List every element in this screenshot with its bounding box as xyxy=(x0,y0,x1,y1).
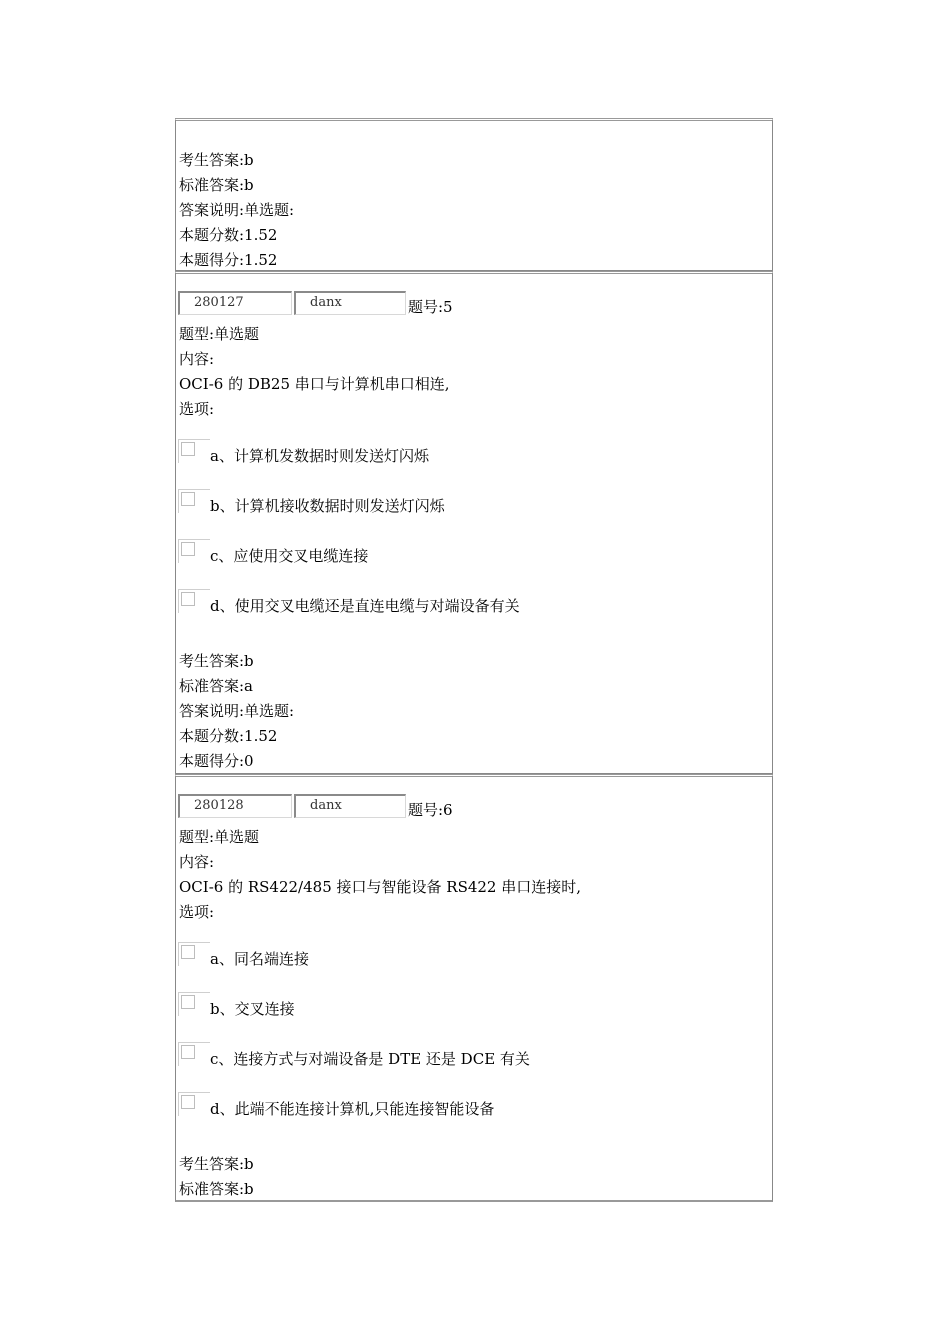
checkbox[interactable] xyxy=(178,992,210,1016)
previous-question-result xyxy=(175,118,773,271)
content-label: 内容: xyxy=(179,853,215,871)
option-text: a、计算机发数据时则发送灯闪烁 xyxy=(210,447,429,465)
option-text: b、计算机接收数据时则发送灯闪烁 xyxy=(210,497,445,515)
checkbox[interactable] xyxy=(178,489,210,513)
option-c xyxy=(176,517,772,567)
checkbox[interactable] xyxy=(178,1042,210,1066)
question-type: 题型:单选题 xyxy=(179,325,260,343)
checkbox[interactable] xyxy=(178,539,210,563)
question-id-row xyxy=(176,285,772,315)
option-d xyxy=(176,567,772,617)
question-kind-field[interactable]: danx xyxy=(294,291,406,315)
checkbox[interactable] xyxy=(178,439,210,463)
question-id-field[interactable]: 280127 xyxy=(178,291,292,315)
question-5 xyxy=(175,271,773,774)
option-text: d、此端不能连接计算机,只能连接智能设备 xyxy=(210,1100,495,1118)
option-a xyxy=(176,925,772,970)
options-label: 选项: xyxy=(179,903,215,921)
content-label: 内容: xyxy=(179,350,215,368)
examinee-answer: 考生答案:b xyxy=(179,1155,254,1173)
question-id-field[interactable]: 280128 xyxy=(178,794,292,818)
option-a xyxy=(176,422,772,467)
option-text: a、同名端连接 xyxy=(210,950,309,968)
checkbox[interactable] xyxy=(178,942,210,966)
option-b xyxy=(176,970,772,1020)
option-text: c、连接方式与对端设备是 DTE 还是 DCE 有关 xyxy=(210,1050,530,1068)
standard-answer: 标准答案:b xyxy=(179,176,254,194)
question-got-score: 本题得分:0 xyxy=(179,752,254,770)
question-number: 题号:6 xyxy=(408,801,453,819)
option-d xyxy=(176,1070,772,1120)
checkbox[interactable] xyxy=(178,589,210,613)
question-kind-field[interactable]: danx xyxy=(294,794,406,818)
examinee-answer: 考生答案:b xyxy=(179,652,254,670)
question-score: 本题分数:1.52 xyxy=(179,727,278,745)
checkbox[interactable] xyxy=(178,1092,210,1116)
standard-answer: 标准答案:a xyxy=(179,677,253,695)
question-id-row xyxy=(176,788,772,818)
option-text: b、交叉连接 xyxy=(210,1000,295,1018)
option-b xyxy=(176,467,772,517)
standard-answer: 标准答案:b xyxy=(179,1180,254,1198)
question-content: OCI-6 的 RS422/485 接口与智能设备 RS422 串口连接时, xyxy=(179,878,582,896)
question-type: 题型:单选题 xyxy=(179,828,260,846)
question-content: OCI-6 的 DB25 串口与计算机串口相连, xyxy=(179,375,450,393)
question-got-score: 本题得分:1.52 xyxy=(179,251,278,269)
option-text: d、使用交叉电缆还是直连电缆与对端设备有关 xyxy=(210,597,520,615)
question-6 xyxy=(175,774,773,1202)
option-text: c、应使用交叉电缆连接 xyxy=(210,547,369,565)
option-c xyxy=(176,1020,772,1070)
exam-result-sheet xyxy=(175,118,773,1202)
answer-explanation: 答案说明:单选题: xyxy=(179,201,295,219)
question-score: 本题分数:1.52 xyxy=(179,226,278,244)
answer-explanation: 答案说明:单选题: xyxy=(179,702,295,720)
options-label: 选项: xyxy=(179,400,215,418)
examinee-answer: 考生答案:b xyxy=(179,151,254,169)
question-number: 题号:5 xyxy=(408,298,453,316)
